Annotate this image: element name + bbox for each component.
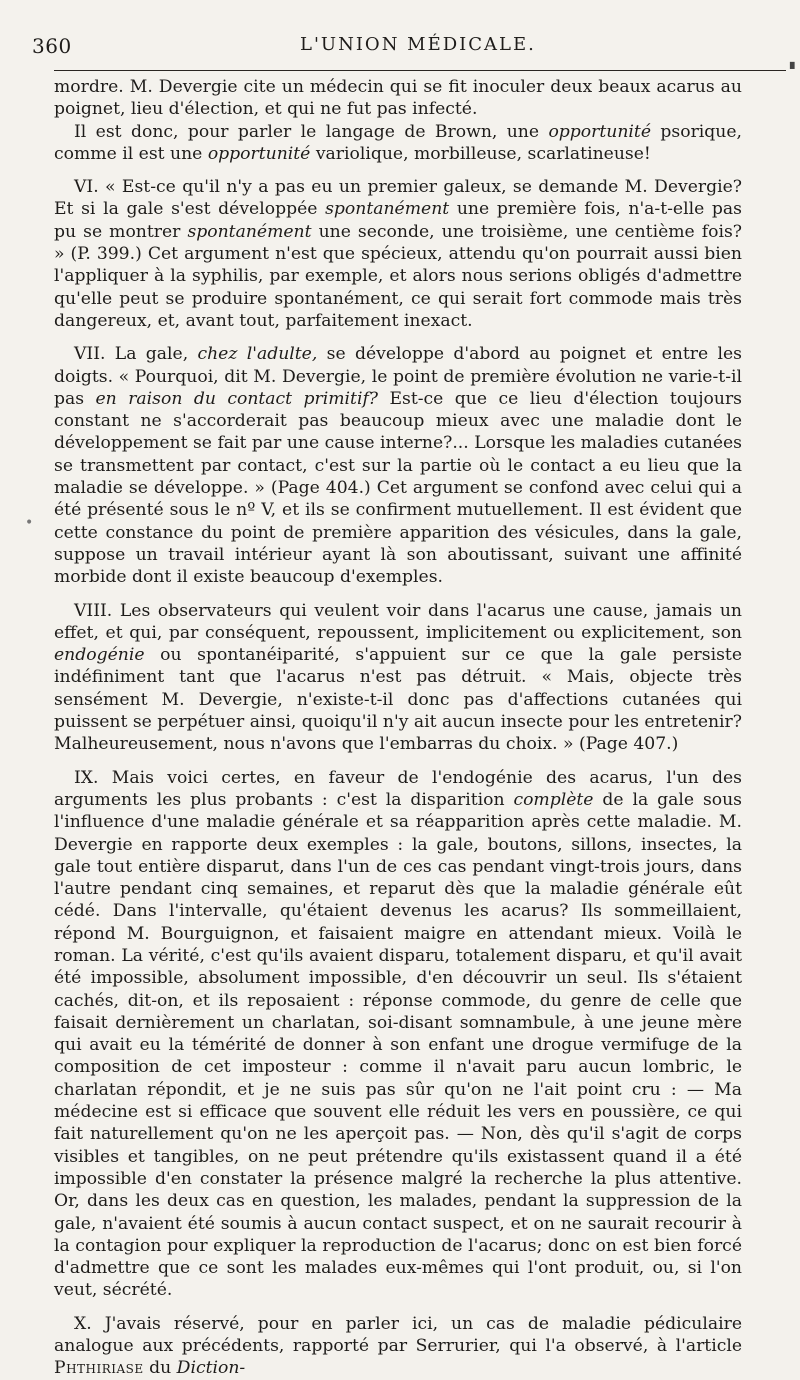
margin-bullet: • xyxy=(25,515,34,531)
header-rule xyxy=(54,70,786,71)
edge-mark: ▘ xyxy=(790,62,800,76)
paragraph-2: Il est donc, pour parler le langage de Brown, une opportunité psorique, comme il est une opportunité variolique, morbilleuse, scarlatineuse! xyxy=(54,121,742,164)
page-header xyxy=(0,30,800,62)
section-vi: VI. « Est-ce qu'il n'y a pas eu un premier galeux, se demande M. Devergie? Et si la gale s'est développée spontanément une première fois, n'a-t-elle pas pu se montrer spontanément une seconde, une troisième, une centième fois? » (P. 399.) Cet argument n'est que spécieux, attendu qu'on pourrait aussi bien l'appliquer à la syphilis, par exemple, et alors nous serions obligés d'admettre qu'elle peut se produire spontanément, ce qui serait fort commode mais très dangereux, et, avant tout, parfaitement inexact. xyxy=(54,177,743,331)
running-title: L'UNION MÉDICALE. xyxy=(300,34,536,55)
section-ix: IX. Mais voici certes, en faveur de l'endogénie des acarus, l'un des arguments les plus probants : c'est la disparition complète de la gale sous l'influence d'une maladie générale et sa réapparition après cette maladie. M. Devergie en rapporte deux exemples : la gale, boutons, sillons, insectes, la gale tout entière disparut, dans l'un de ces cas pendant vingt-trois jours, dans l'autre pendant cinq semaines, et reparut dès que la maladie générale eût cédé. Dans l'intervalle, qu'étaient devenus les acarus? Ils sommeillaient, répond M. Bourguignon, et faisaient maigre en attendant mieux. Voilà le roman. La vérité, c'est qu'ils avaient disparu, totalement disparu, et qu'il avait été impossible, absolument impossible, d'en découvrir un seul. Ils s'étaient cachés, dit-on, et ils reposaient : réponse commode, du genre de celle que faisait dernièrement un charlatan, soi-disant somnambule, à une jeune mère qui avait eu la témérité de donner à son enfant une drogue vermifuge de la composition de cet imposteur : comme il n'avait paru aucun lombric, le charlatan répondit, et je ne suis pas sûr qu'on ne l'ait point cru : — Ma médecine est si efficace que souvent elle réduit les vers en poussière, ce qui fait naturellement qu'on ne les aperçoit pas. — Non, dès qu'il s'agit de corps visibles et tangibles, on ne peut prétendre qu'ils existassent quand il a été impossible d'en constater la présence malgré la recherche la plus attentive. Or, dans les deux cas en question, les malades, pendant la suppression de la gale, n'avaient été soumis à aucun contact suspect, et on ne saurait recourir à la contagion pour expliquer la reproduction de l'acarus; donc on est bien forcé d'admettre que ce sont les malades eux-mêmes qui l'ont produit, ou, si l'on veut, sécrété. xyxy=(54,767,743,1301)
section-x: X. J'avais réservé, pour en parler ici, un cas de maladie pédiculaire analogue aux précédents, rapporté par Serrurier, qui l'a observé, à l'article Phthiriase du Diction- xyxy=(54,1313,742,1379)
body-text xyxy=(54,76,742,1380)
section-vii: VII. La gale, chez l'adulte, se développe d'abord au poignet et entre les doigts. « Pourquoi, dit M. Devergie, le point de première évolution ne varie-t-il pas en raison du contact primitif? Est-ce que ce lieu d'élection toujours constant ne s'accorderait pas beaucoup mieux avec une maladie dont le développement se fait par une cause interne?... Lorsque les maladies cutanées se transmettent par contact, c'est sur la partie où le contact a eu lieu que la maladie se développe. » (Page 404.) Cet argument se confond avec celui qui a été présenté sous le nº V, et ils se confirment mutuellement. Il est évident que cette constance du point de première apparition des vésicules, dans la gale, suppose un travail intérieur ayant là son aboutissant, suivant une affinité morbide dont il existe beaucoup d'exemples. xyxy=(54,344,742,588)
paragraph-1: mordre. M. Devergie cite un médecin qui se fit inoculer deux beaux acarus au poignet, lieu d'élection, et qui ne fut pas infecté. xyxy=(54,77,742,120)
page-number: 360 xyxy=(32,34,72,58)
section-viii: VIII. Les observateurs qui veulent voir dans l'acarus une cause, jamais un effet, et qui, par conséquent, repoussent, implicitement ou explicitement, son endogénie ou spontanéiparité, s'appuient sur ce que la gale persiste indéfiniment tant que l'acarus n'est pas détruit. « Mais, objecte très sensément M. Devergie, n'existe-t-il donc pas d'affections cutanées qui puissent se perpétuer ainsi, quoiqu'il n'y ait aucun insecte pour les entretenir? Malheureusement, nous n'avons que l'embarras du choix. » (Page 407.) xyxy=(54,600,742,755)
